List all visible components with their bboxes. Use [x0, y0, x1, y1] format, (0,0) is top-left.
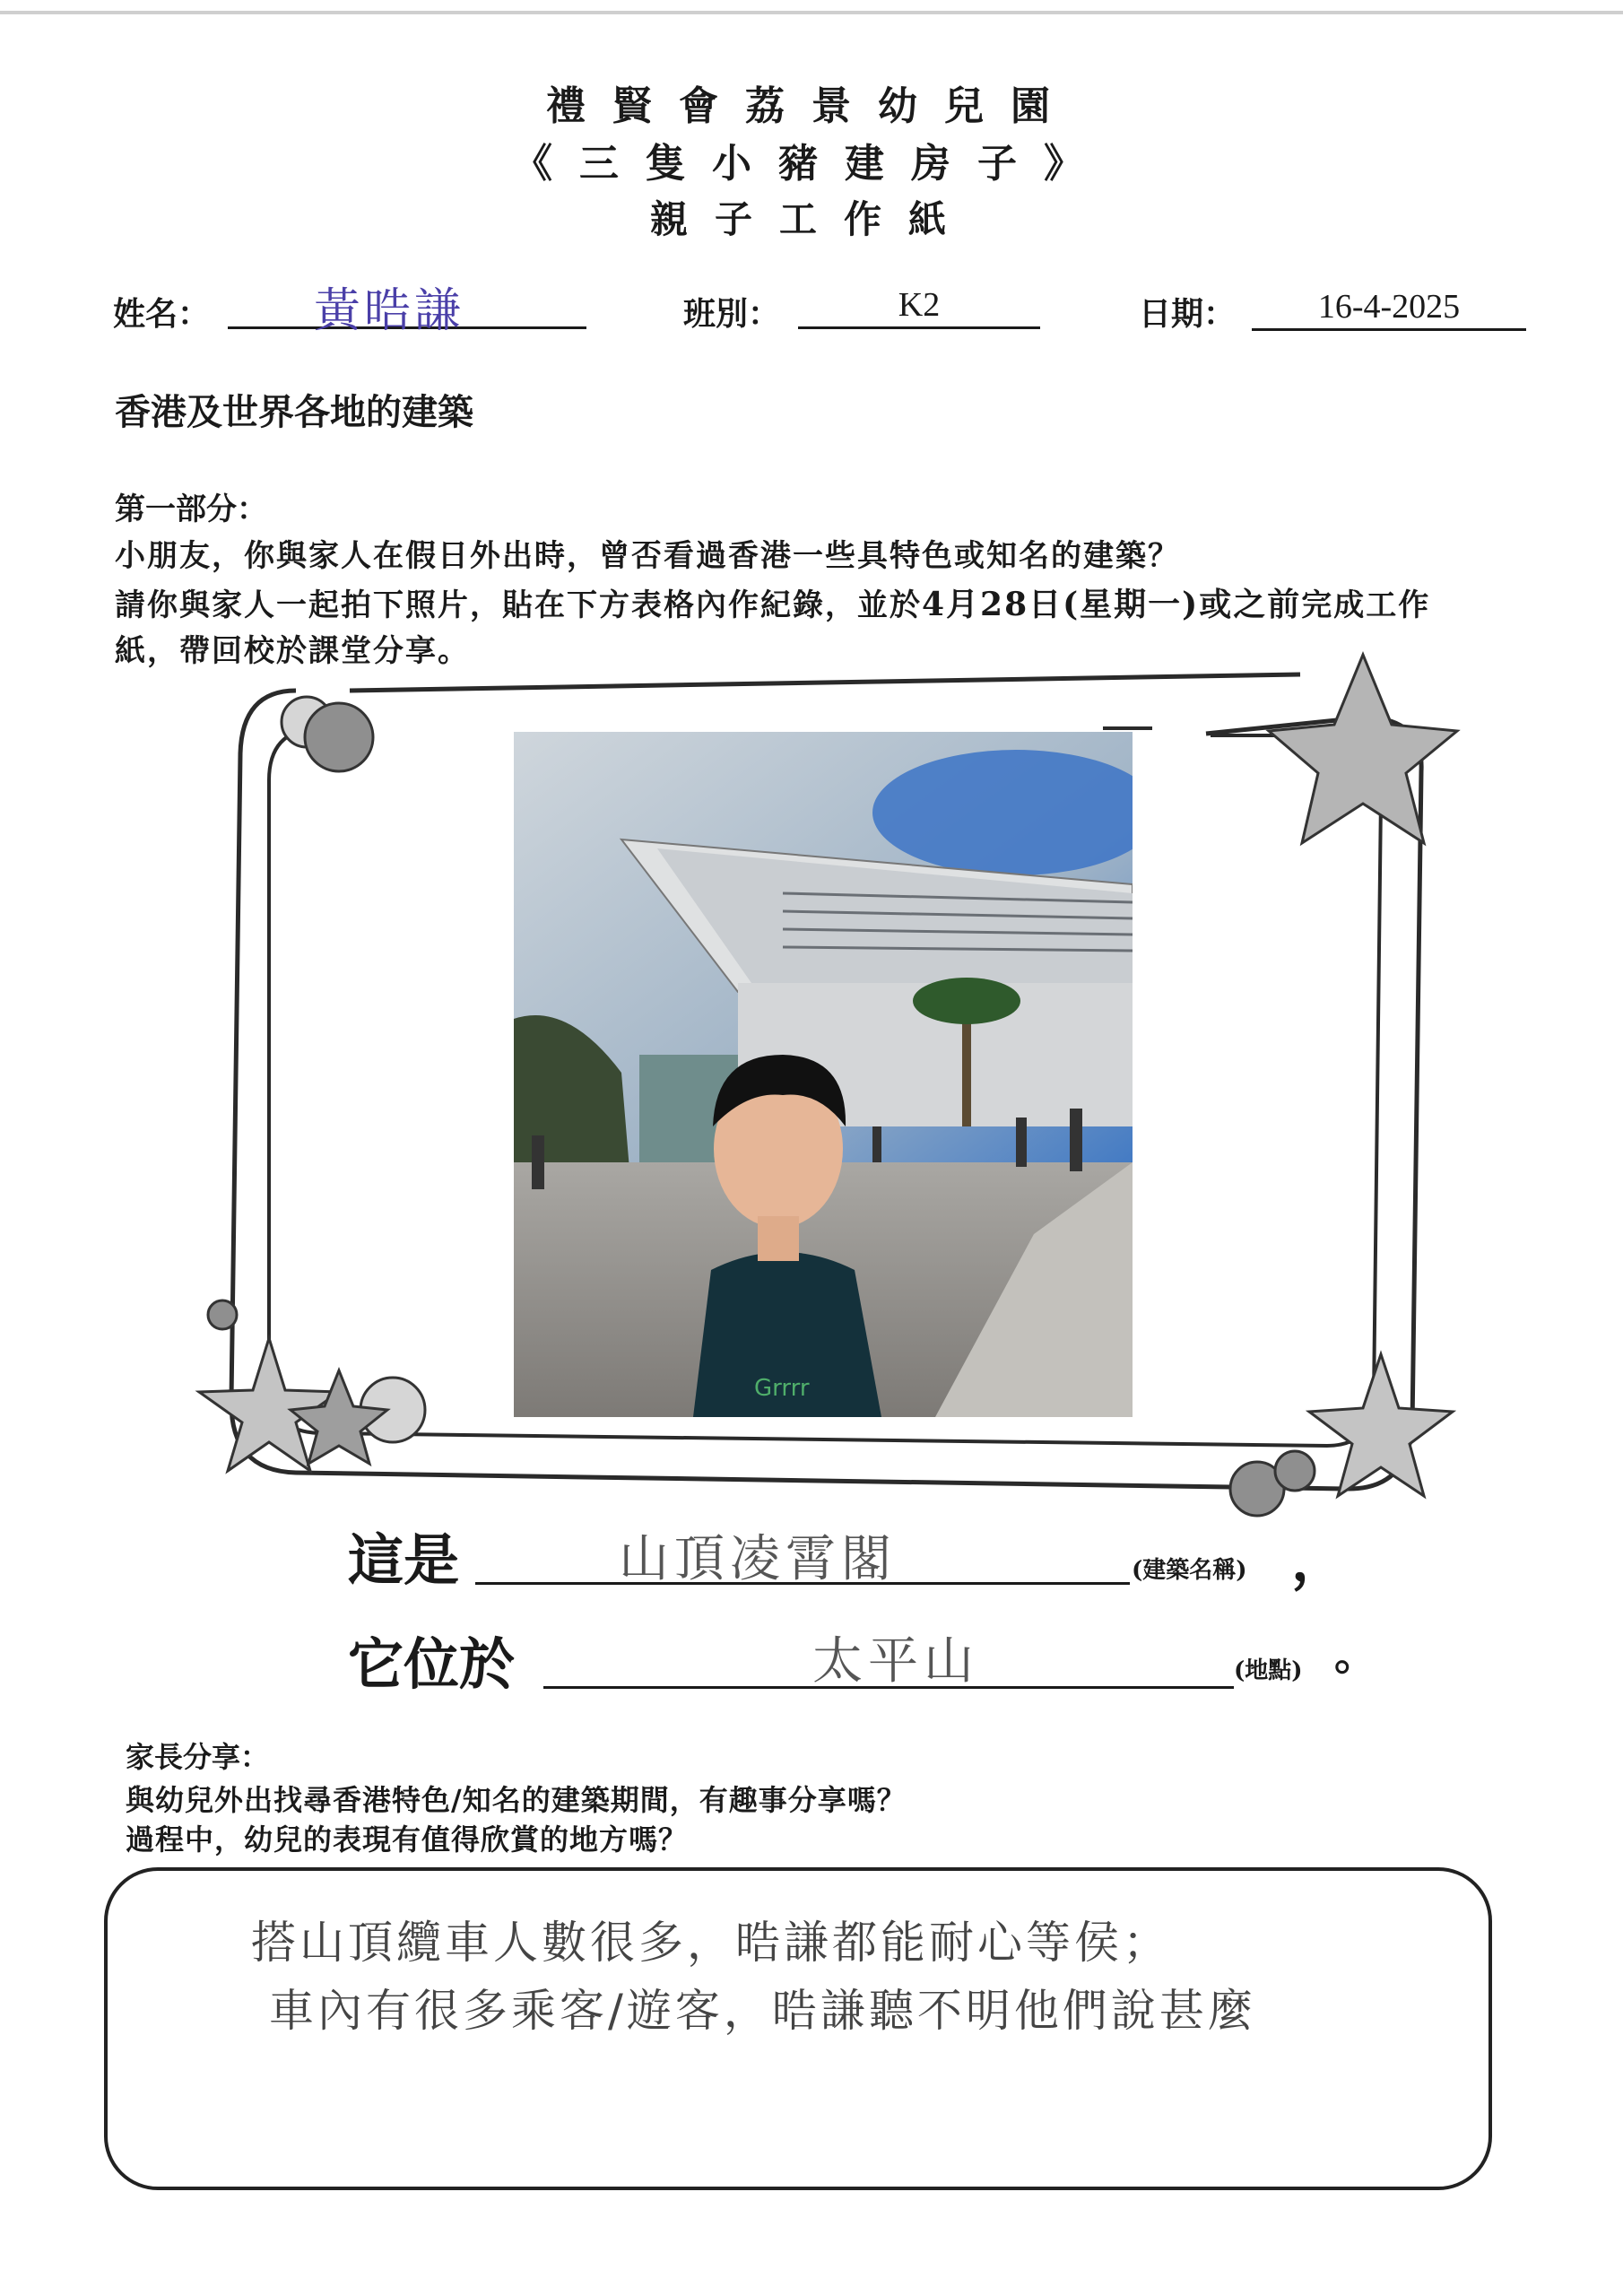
parent-answer-line-1: 搭山頂纜車人數很多，晧謙都能耐心等侯；: [251, 1917, 1171, 1969]
part1-line3: 紙，帶回校於課堂分享。: [115, 633, 470, 669]
part1-label: 第一部分：: [115, 491, 267, 527]
star-top-right: [1269, 655, 1457, 843]
location-hint: (地點): [1234, 1657, 1303, 1684]
bubble-bottom-right-small: [1275, 1451, 1315, 1491]
parent-label: 家長分享：: [126, 1740, 270, 1774]
photo-illustration: [514, 732, 1133, 1417]
part1-deadline: 4月28日(星期一)或之前: [922, 586, 1302, 623]
location-field: [543, 1629, 1234, 1689]
pasted-photo: [514, 732, 1133, 1417]
name-value: 黃晧謙: [314, 284, 465, 338]
this-is-label: 這是: [348, 1527, 460, 1593]
name-label: 姓名：: [113, 295, 211, 333]
parent-answer-box: [104, 1867, 1492, 2190]
frame-top-line: [350, 674, 1300, 691]
parent-question-1: 與幼兒外出找尋香港特色/知名的建築期間，有趣事分享嗎？: [126, 1783, 907, 1817]
section-title: 香港及世界各地的建築: [115, 391, 473, 433]
class-label: 班別：: [683, 295, 781, 333]
period-mark: 。: [1334, 1630, 1378, 1680]
shirt-print: Grrrr: [754, 1375, 810, 1402]
building-name-hint: (建築名稱): [1132, 1557, 1247, 1584]
date-label: 日期：: [1139, 295, 1237, 333]
date-value: 16-4-2025: [1317, 288, 1461, 326]
palm-leaves: [913, 978, 1020, 1024]
class-value: K2: [898, 286, 941, 324]
star-bottom-right: [1309, 1354, 1453, 1496]
building-name-value: 山頂凌霄閣: [619, 1530, 897, 1588]
part1-line2-c: 完成工作: [1301, 587, 1431, 623]
bubble-left-small: [208, 1300, 237, 1329]
child-neck: [758, 1216, 799, 1261]
located-at-label: 它位於: [348, 1631, 516, 1697]
school-name: 禮賢會荔景幼兒園: [546, 83, 1077, 129]
location-value: 太平山: [812, 1632, 979, 1691]
bubble-top-left-dark: [305, 703, 373, 771]
building-name-field: [475, 1525, 1130, 1588]
part1-line1: 小朋友，你與家人在假日外出時，曾否看過香港一些具特色或知名的建築？: [115, 538, 1180, 574]
story-title: 《三隻小豬建房子》: [513, 141, 1110, 187]
parent-answer-line-2: 車內有很多乘客/遊客，晧謙聽不明他們說甚麼: [269, 1985, 1256, 2037]
worksheet-title: 親子工作紙: [649, 197, 973, 241]
part1-line2-a: 請你與家人一起拍下照片，貼在下方表格內作紀錄，並於: [115, 587, 922, 623]
parent-question-2: 過程中，幼兒的表現有值得欣賞的地方嗎？: [126, 1822, 689, 1857]
comma-mark: ，: [1291, 1527, 1348, 1593]
